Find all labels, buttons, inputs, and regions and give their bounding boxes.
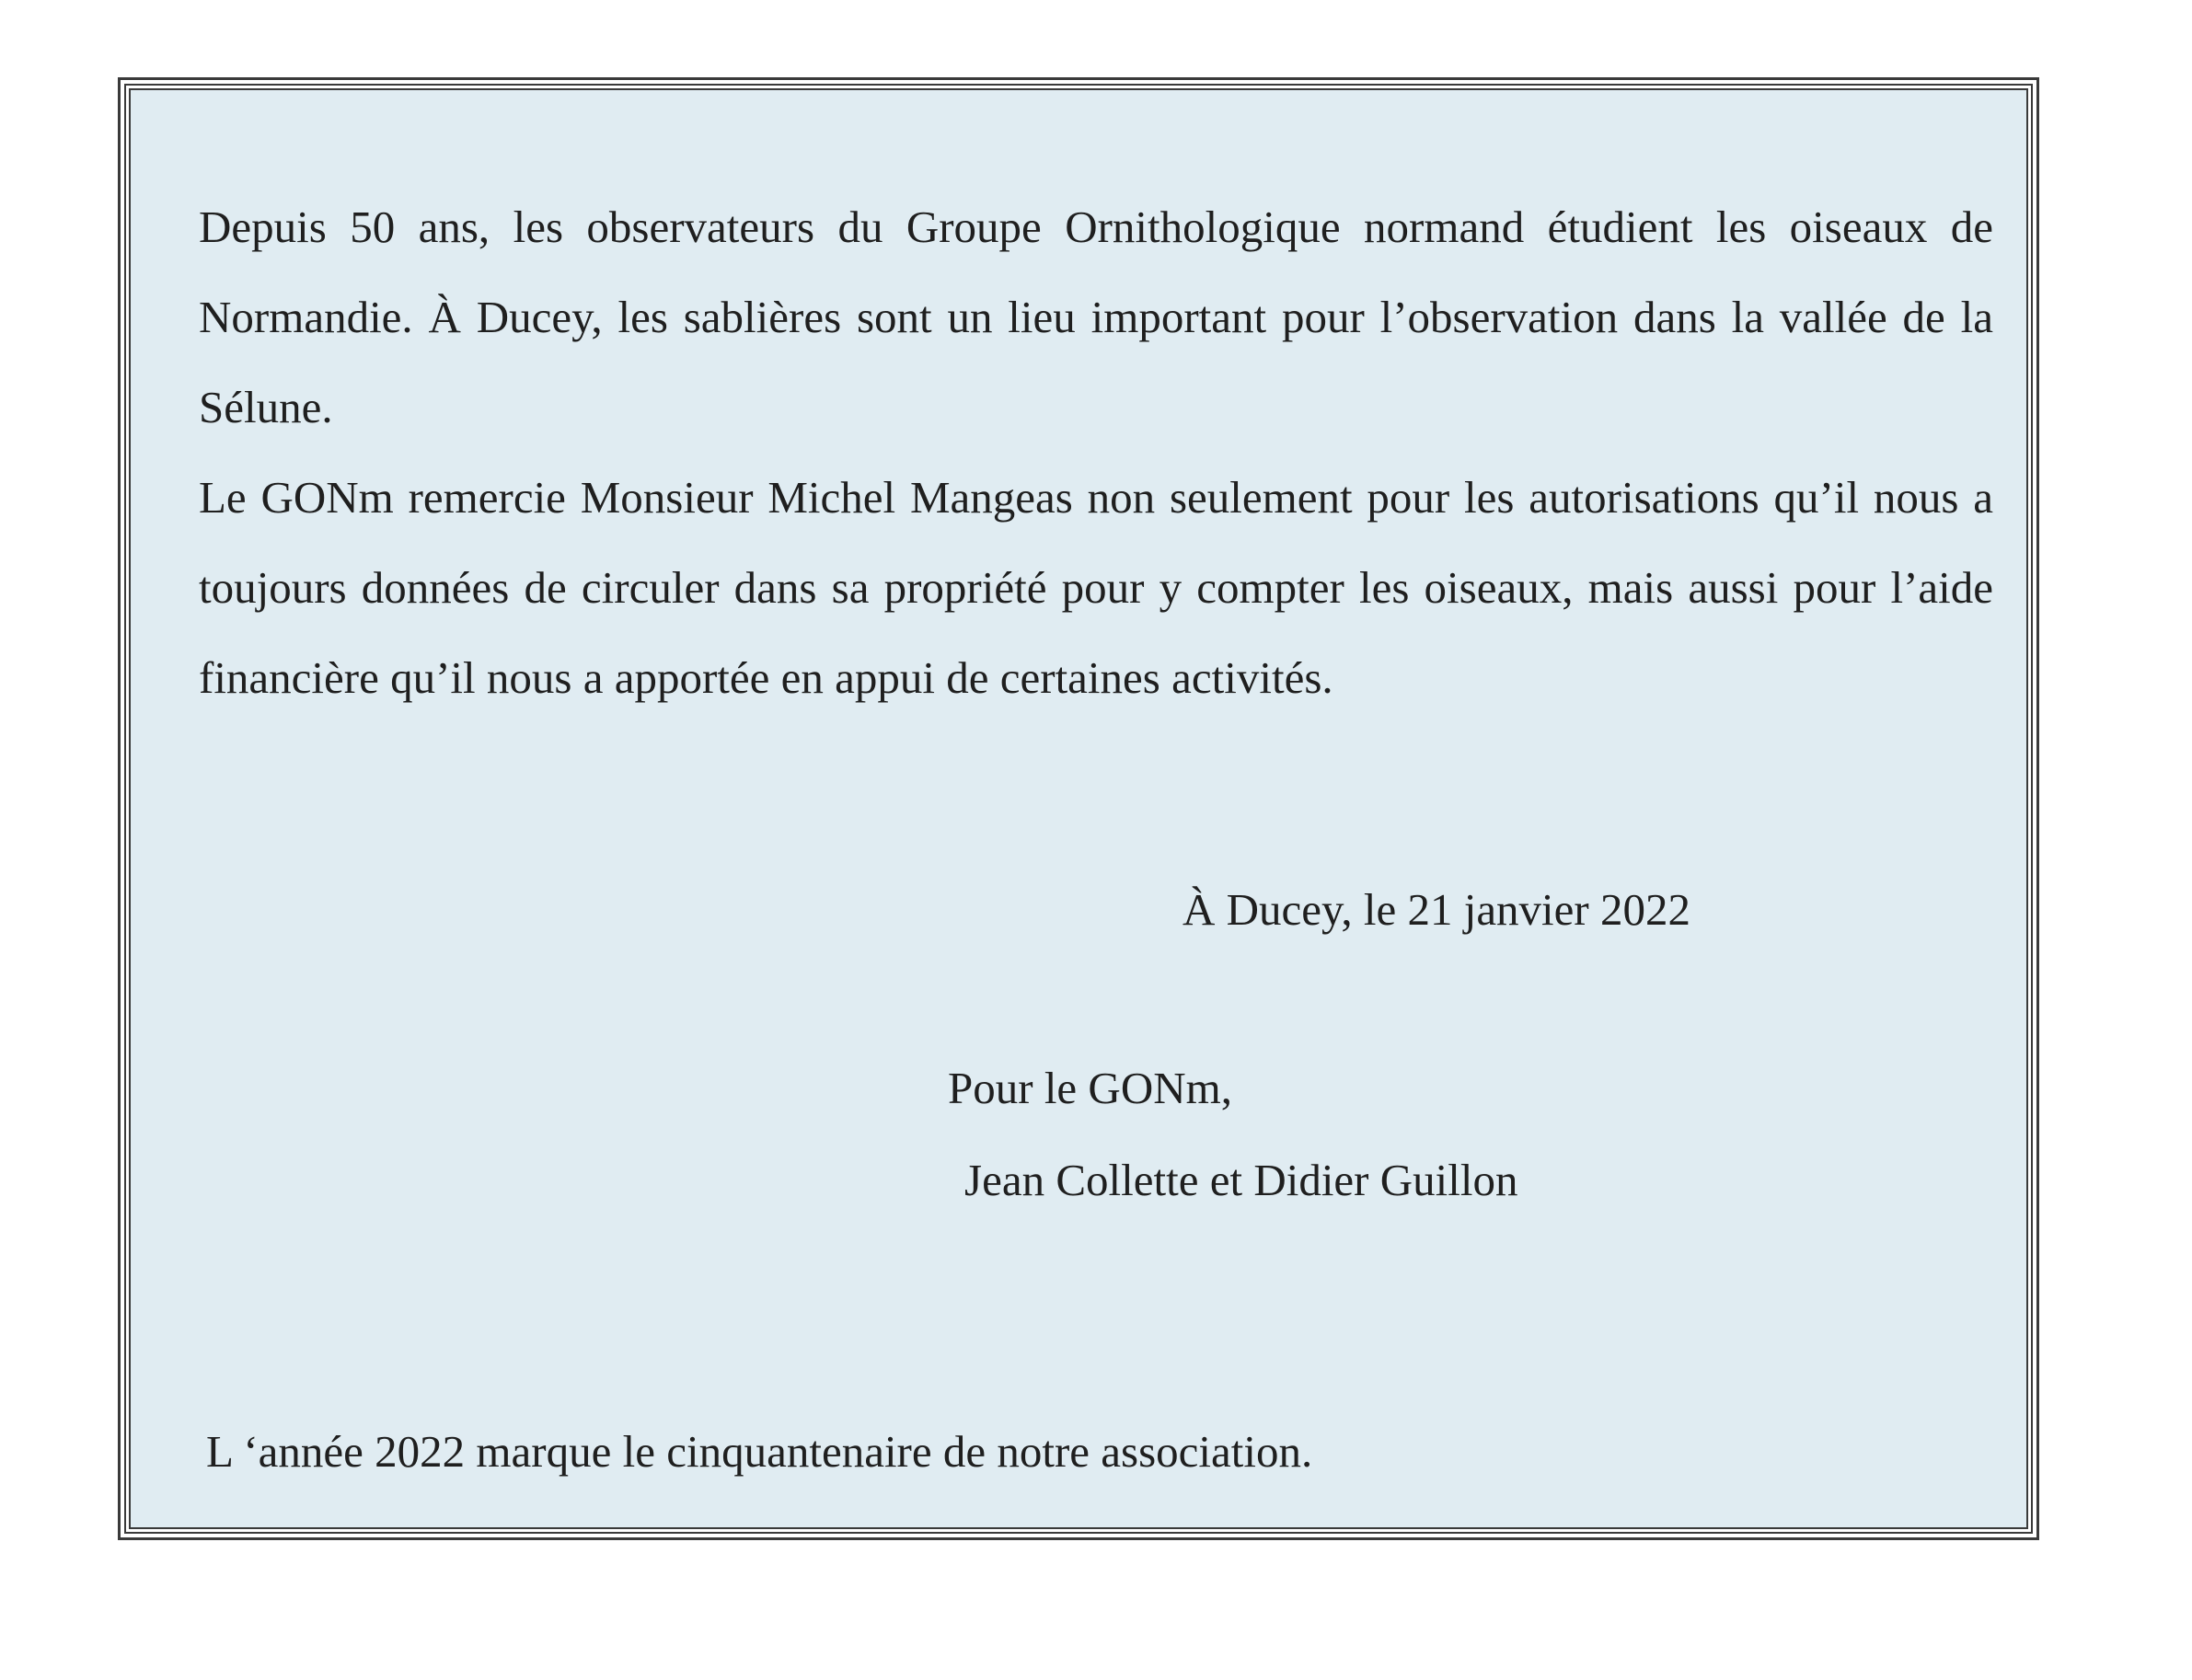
document-frame-inner <box>124 84 2033 1534</box>
signoff: Pour le GONm, <box>948 1063 1232 1113</box>
anniversary-note: L ‘année 2022 marque le cinquantenaire de notre association. <box>206 1426 1313 1477</box>
paragraph-thanks: Le GONm remercie Monsieur Michel Mangeas non seulement pour les autorisations qu’il nous a toujours données de circuler dans sa propriété pour y compter les oiseaux, mais aussi pour l’aide financière qu’il nous a apportée en appui de certaines activités. <box>199 472 1993 703</box>
document-frame <box>118 77 2039 1540</box>
signatories: Jean Collette et Didier Guillon <box>964 1155 1518 1205</box>
paragraph-history: Depuis 50 ans, les observateurs du Groupe Ornithologique normand étudient les oiseaux de Normandie. À Ducey, les sablières sont un lieu important pour l’observation dans la vallée de la Sélune. <box>199 201 1993 432</box>
dateline: À Ducey, le 21 janvier 2022 <box>1183 884 1690 935</box>
letter-body <box>199 182 1993 723</box>
letter-panel <box>129 88 2028 1529</box>
